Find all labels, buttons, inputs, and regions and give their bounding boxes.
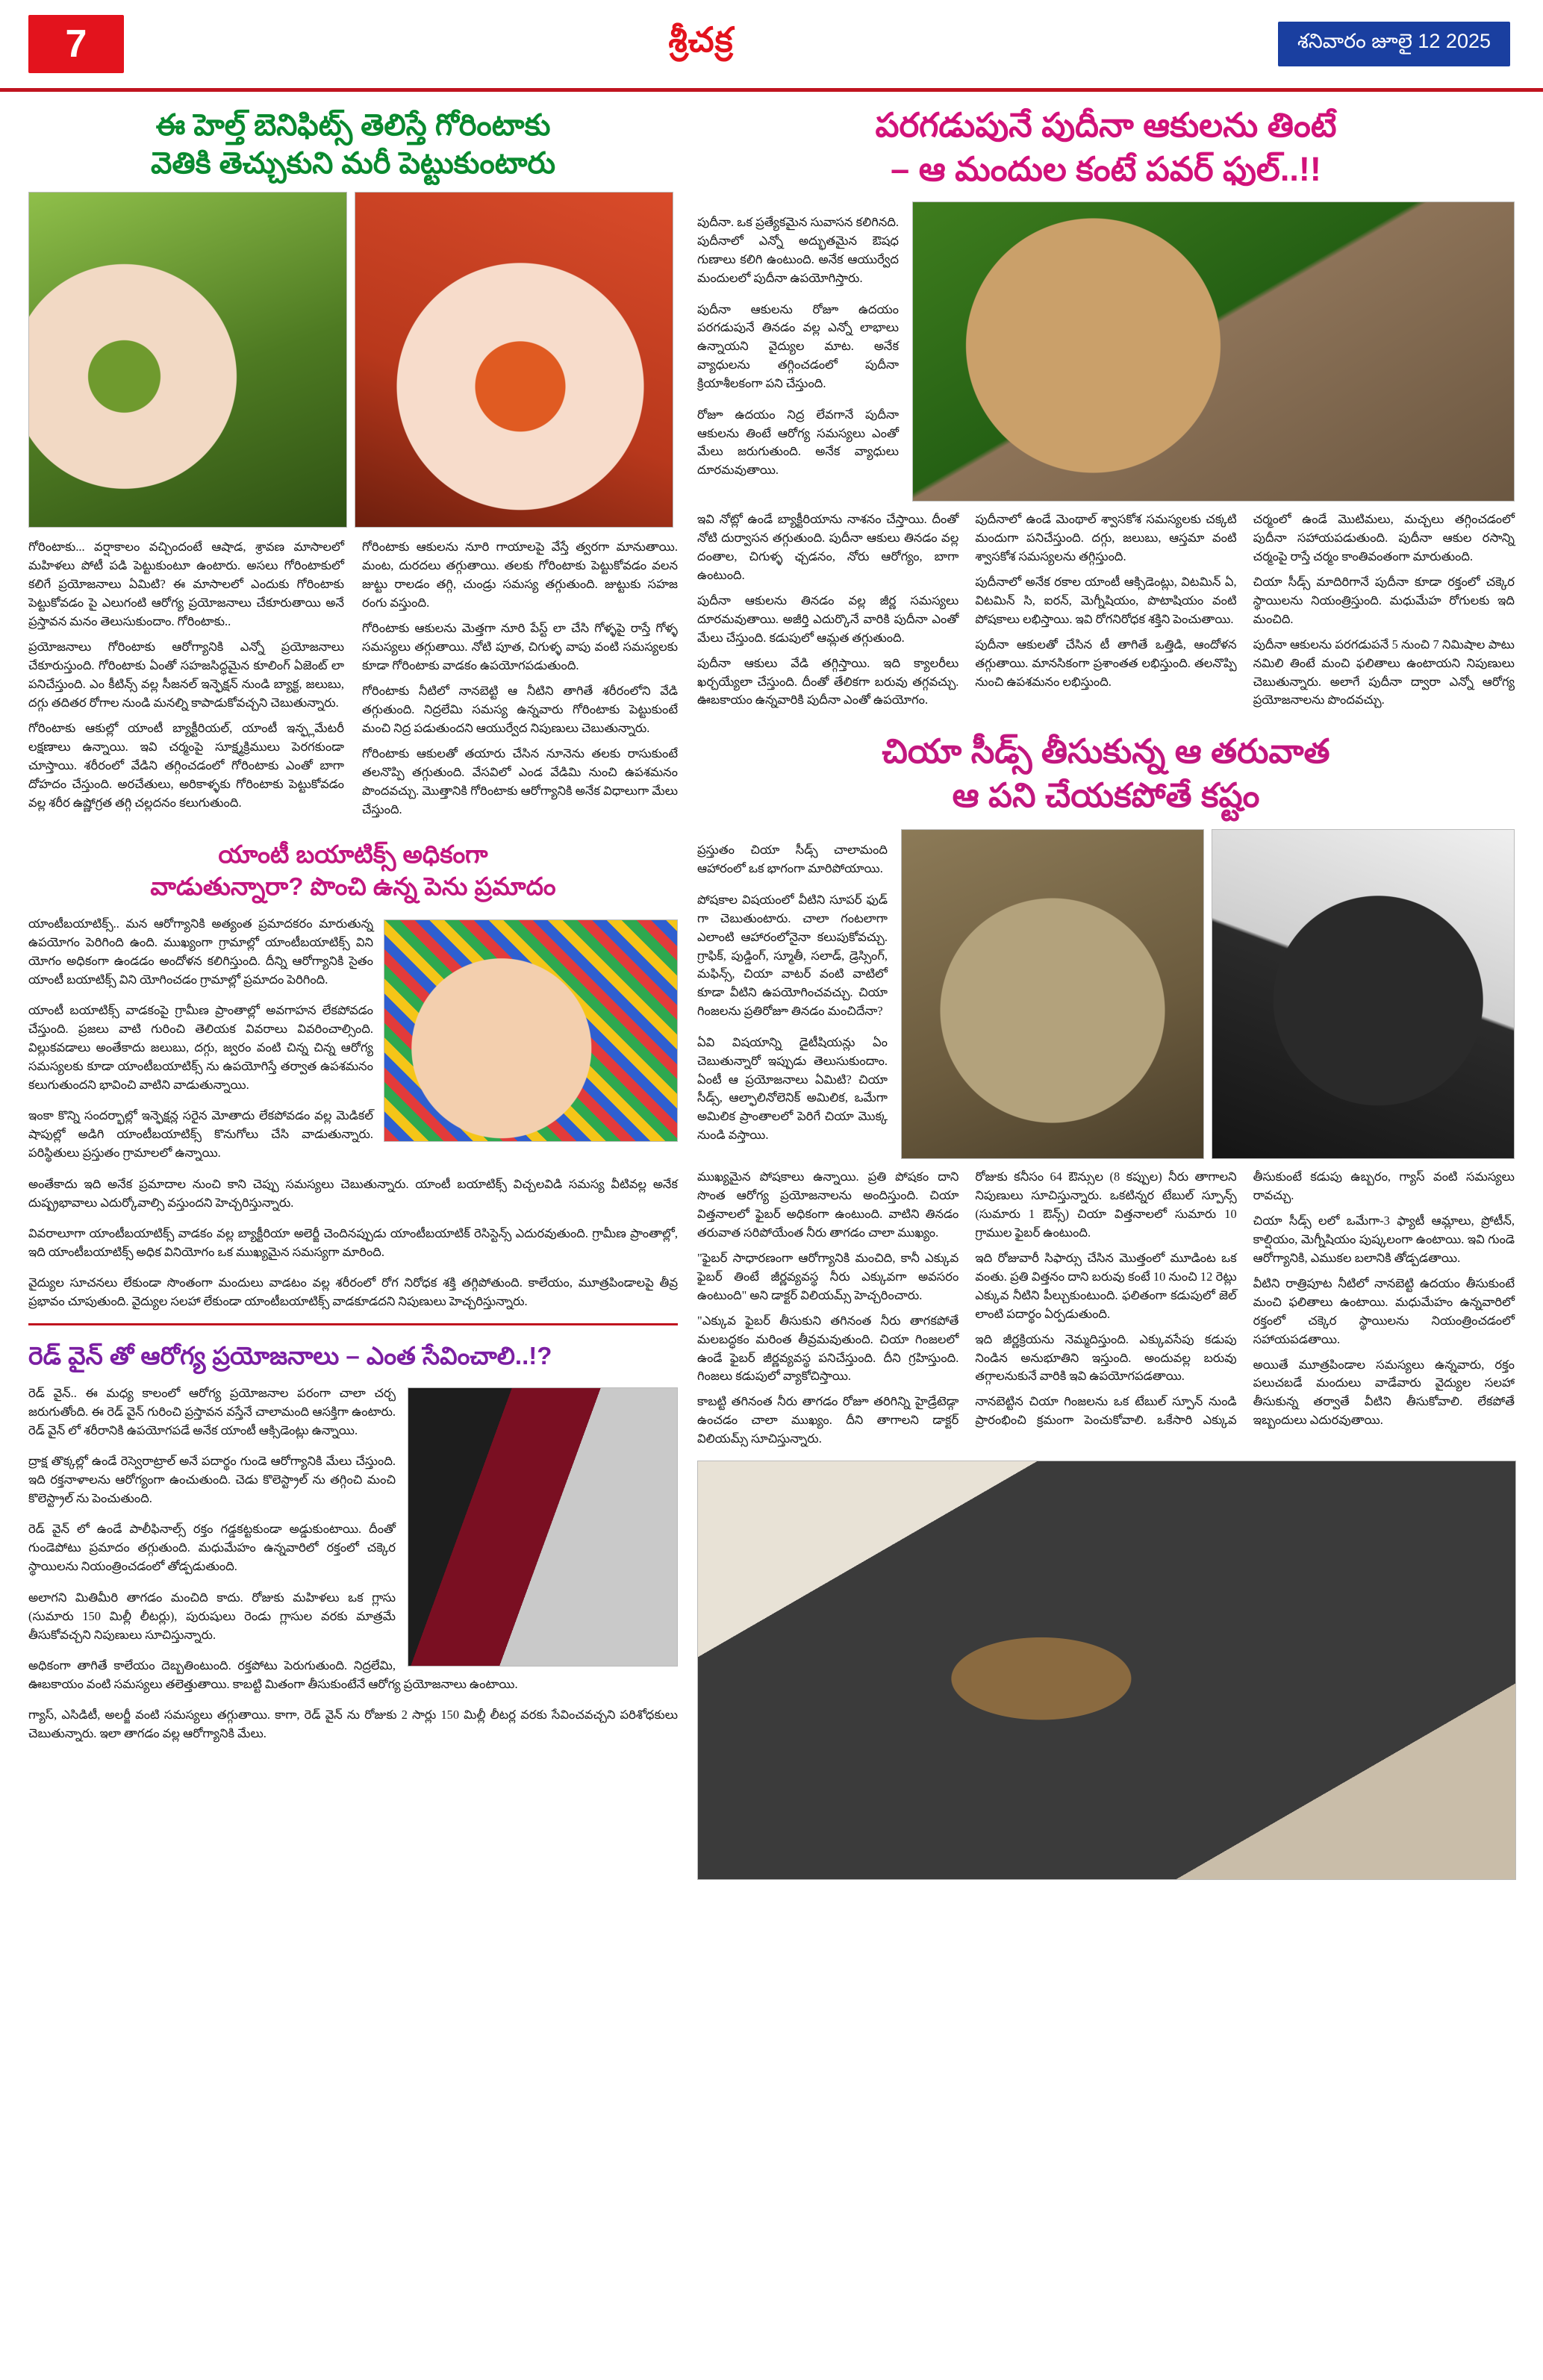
paragraph: ఇవి నోట్లో ఉండే బ్యాక్టీరియాను నాశనం చేస్తాయి. దీంతో నోటి దుర్వాసన తగ్గుతుంది. పుదీనా ఆకులు తినడం వల్ల దంతాల, చిగుళ్ళ ఛ్చడనం, నోరు ఆరోగ్యం, బాగా ఉంటుంది. xyxy=(697,512,959,582)
redwine-headline: రెడ్ వైన్ తో ఆరోగ్య ప్రయోజనాలు – ఎంత సేవించాలి..!? xyxy=(28,1342,552,1370)
paragraph: వివరాలూగా యాంటీబయాటిక్స్ వాడకం వల్ల బ్యాక్టీరియా అలెర్జీ చెందినప్పుడు యాంటీబయాటిక్ రెసిస్టెన్స్ ఎదురవుతుంది. గ్రామీణ ప్రాంతాల్లో, ఇది యాంటీబయాటిక్స్ అధిక వినియోగం ఒక ముఖ్యమైన సమస్యగా మారింది. xyxy=(28,1225,678,1259)
paragraph: ముఖ్యమైన పోషకాలు ఉన్నాయి. ప్రతి పోషకం దాని సొంత ఆరోగ్య ప్రయోజనాలను అందిస్తుంది. చియా విత్తనాలలో ఫైబర్ అధికంగా ఉంటుంది. వాటిని తినడం తరువాత సరిపోయేంత నీరు తాగడం చాలా ముఖ్యం. xyxy=(697,1169,959,1240)
issue-date: శనివారం జూలై 12 2025 xyxy=(1278,22,1510,66)
paragraph: గోరింటాకు ఆకులను మెత్తగా నూరి పేస్ట్ లా చేసి గోళ్ళపై రాస్తే గోళ్ళ సమస్యలు తగ్గుతాయి. నోటి పూత, చిగుళ్ళ వాపు వంటి సమస్యలకు కూడా గోరింటాకు వాడకం ఉపయోగపడుతుంది. xyxy=(362,621,678,672)
mehndi-headline-line2: వెతికి తెచ్చుకుని మరీ పెట్టుకుంటారు xyxy=(150,147,556,181)
chia-intro-text xyxy=(697,829,888,1159)
section-divider xyxy=(28,1323,678,1325)
mint-headline-line1: పరగడుపునే పుదీనా ఆకులను తింటే xyxy=(875,106,1337,144)
paragraph: పుదీనాలో ఉండే మెంథాల్ శ్వాసకోశ సమస్యలకు చక్కటి మందుగా పనిచేస్తుంది. దగ్గు, జలుబు, ఆస్తమా వంటి శ్వాసకోశ సమస్యలను తగ్గిస్తుంది. xyxy=(975,512,1237,563)
mehndi-green-hand-image xyxy=(28,192,347,528)
paragraph: గ్యాస్, ఎసిడిటీ, అలర్జీ వంటి సమస్యలు తగ్గుతాయి. కాగా, రెడ్ వైన్ ను రోజుకు 2 సార్లు 150 మిల్లీ లీటర్ల వరకు సేవించవచ్చని పరిశోధకులు చెబుతున్నారు. ఇలా తాగడం వల్ల ఆరోగ్యానికి మేలు. xyxy=(28,1708,678,1741)
paragraph: పుదీనా ఆకులను తినడం వల్ల జీర్ణ సమస్యలు దూరమవుతాయి. అజీర్తి ఎదుర్కొనే వారికి పుదీనా ఎంతో మేలు చేస్తుంది. కడుపులో ఆమ్లత తగ్గుతుంది. xyxy=(697,593,959,645)
page-content xyxy=(0,92,1543,1880)
paragraph: చర్మంలో ఉండే మొటిమలు, మచ్చలు తగ్గించడంలో పుదీనా సహాయపడుతుంది. పుదీనా ఆకుల రసాన్ని చర్మంపై రాస్తే చర్మం కాంతివంతంగా మారుతుంది. xyxy=(1253,512,1515,563)
chia-image-row xyxy=(901,829,1515,1159)
mint-intro-text xyxy=(697,202,899,502)
paragraph: కాబట్టి తగినంత నీరు తాగడం రోజూ తరిగిన్ని హైడ్రేటెడ్గా ఉంచడం చాలా ముఖ్యం. దీని తాగాలని డాక్టర్ విలియమ్స్ సూచిస్తున్నారు. xyxy=(697,1394,959,1446)
paragraph: యాంటీ బయాటిక్స్ వాడకంపై గ్రామీణ ప్రాంతాల్లో అవగాహన లేకపోవడం చేస్తుంది. ప్రజలు వాటి గురించి తెలియక వివరాలు వివరించాల్సింది. విల్లుకవడాలు అంతేకాదు జలుబు, దగ్గు, జ్వరం వంటి చిన్న చిన్న ఆరోగ్య సమస్యలకు కూడా యాంటీబయాటిక్స్ ను ఉపయోగిస్తే తర్వాత ఉపశమనం కలుగుతుందని భావించి వాటిని వాడుతున్నాయి. xyxy=(28,1003,373,1093)
right-column xyxy=(697,102,1515,1880)
paragraph: చియా సీడ్స్ మాదిరిగానే పుదీనా కూడా రక్తంలో చక్కెర స్థాయిలను నియంత్రిస్తుంది. మధుమేహ రోగులకు ఇది మంచిది. xyxy=(1253,574,1515,626)
mehndi-headline xyxy=(28,107,678,183)
paragraph: ప్రస్తుతం చియా సీడ్స్ చాలామంది ఆహారంలో ఒక భాగంగా మారిపోయాయి. xyxy=(697,843,888,876)
paragraph: రోజూ ఉదయం నిద్ర లేవగానే పుదీనా ఆకులను తింటే ఆరోగ్య సమస్యలు ఎంతో మేలు జరుగుతుంది. అనేక వ్యాధులు దూరమవుతాయి. xyxy=(697,407,899,478)
mehndi-red-hand-image xyxy=(355,192,673,528)
mehndi-article-body xyxy=(28,538,678,822)
antibiotics-headline-line2: వాడుతున్నారా? పొంచి ఉన్న పెను ప్రమాదం xyxy=(150,872,556,900)
mint-top-row xyxy=(697,202,1515,502)
paragraph: రెడ్ వైన్.. ఈ మధ్య కాలంలో ఆరోగ్య ప్రయోజనాల పరంగా చాలా చర్చ జరుగుతోంది. ఈ రెడ్ వైన్ గురించి ప్రస్తావన వస్తేనే చాలామంది ఆసక్తిగా ఉంటారు. రెడ్ వైన్ లో శరీరానికి ఉపయోగపడే అనేక యాంటీ ఆక్సిడెంట్లు ఉన్నాయి. xyxy=(28,1386,396,1437)
mint-leaves-bowl-image xyxy=(912,202,1515,502)
chia-seeds-wooden-spoon-image xyxy=(697,1461,1516,1880)
mint-headline-line2: – ఆ మందుల కంటే పవర్ ఫుల్..!! xyxy=(891,149,1321,188)
paragraph: గోరింటాకు... వర్షాకాలం వచ్చిందంటే ఆషాడ, శ్రావణ మాసాలలో మహిళలు పోటీ పడి పెట్టుకుంటూ ఉంటారు. అసలు గోరింటాకులో కలిగే ప్రయోజనాలు ఏమిటి? ఈ మాసాలలో ఎందుకు గోరింటాకు పెట్టుకోవడం పై ఎలుగంటి ఆరోగ్య ప్రయోజనాలు చేకూరుతాయి అనే ప్రస్తావన మనం తెలుసుకుందాం. గోరింటాకు.. xyxy=(28,540,344,629)
page-number-badge: 7 xyxy=(28,15,124,73)
paragraph: ఇది జీర్ణక్రియను నెమ్మదిస్తుంది. ఎక్కువసేపు కడుపు నిండిన అనుభూతిని ఇస్తుంది. అందువల్ల బరువు తగ్గాలనుకునే వారికి ఇవి ఉపయోగపడతాయి. xyxy=(975,1331,1237,1384)
paragraph: గోరింటాకు ఆకులను నూరి గాయాలపై వేస్తే త్వరగా మానుతాయి. మంట, దురదలు తగ్గుతాయి. తలకు గోరింటాకు పెట్టుకోవడం వలన జుట్టు రాలడం తగ్గి, చుండ్రు సమస్య తగ్గుతుంది. జుట్టుకు సహజ రంగు వస్తుంది. xyxy=(362,540,678,610)
paragraph: ప్రయోజనాలు గోరింటాకు ఆరోగ్యానికి ఎన్నో ప్రయోజనాలు చేకూరుస్తుంది. గోరింటాకు ఏంతో సహజసిద్ధమైన కూలింగ్ ఏజెంట్ లా పనిచేస్తుంది. ఎం కీటిన్స్ వల్ల సీజనల్ ఇన్ఫెక్షన్ నుండి బ్యాక్ట, జలుబు, దగ్గు తదితర రోగాల నుండి మనల్ని కాపాడుకోవచ్చని చెబుతున్నారు. xyxy=(28,640,344,710)
paragraph: ఇది రోజువారీ సిఫార్సు చేసిన మొత్తంలో మూడింట ఒక వంతు. ప్రతి విత్తనం దాని బరువు కంటే 10 నుంచి 12 రెట్లు ఎక్కువ నీటిని పీల్చుకుంటుంది. ఫలితంగా కడుపులో జెల్ లాంటి పదార్థం ఏర్పడుతుంది. xyxy=(975,1250,1237,1321)
paragraph: గోరింటాకు ఆకులతో తయారు చేసిన నూనెను తలకు రాసుకుంటే తలనొప్పి తగ్గుతుంది. వేసవిలో ఎండ వేడిమి నుంచి ఉపశమనం పొందవచ్చు. మొత్తానికి గోరింటాకు ఆరోగ్యానికి అనేక విధాలుగా మేలు చేస్తుంది. xyxy=(362,746,678,816)
paragraph: పుదీనాలో అనేక రకాల యాంటీ ఆక్సిడెంట్లు, విటమిన్ ఏ, విటమిన్ సి, ఐరన్, మెగ్నీషియం, పొటాషియం వంటి పోషకాలు లభిస్తాయి. ఇవి రోగనిరోధక శక్తిని పెంచుతాయి. xyxy=(975,574,1237,626)
mint-headline xyxy=(697,104,1515,191)
paragraph: గోరింటాకు నీటిలో నానబెట్టి ఆ నీటిని తాగితే శరీరంలోని వేడి తగ్గుతుంది. నిద్రలేమి సమస్య ఉన్నవారు గోరింటాకు పెట్టుకుంటే మంచి నిద్ర పడుతుందని ఆయుర్వేద నిపుణులు చెబుతున్నారు. xyxy=(362,683,678,735)
paragraph: పుదీనా ఆకులను పరగడుపనే 5 నుంచి 7 నిమిషాల పాటు నమిలి తింటే మంచి ఫలితాలు ఉంటాయని నిపుణులు చెబుతున్నారు. అలాగే పుదీనా ద్వారా ఎన్నో ఆరోగ్య ప్రయోజనాలను పొందవచ్చు. xyxy=(1253,637,1515,708)
paragraph: అయితే మూత్రపిండాల సమస్యలు ఉన్నవారు, రక్తం పలుచబడే మందులు వాడేవారు వైద్యుల సలహా తీసుకున్న తర్వాతే వీటిని తీసుకోవాలి. లేకపోతే ఇబ్బందులు ఎదురవుతాయి. xyxy=(1253,1357,1515,1428)
paragraph: యాంటీబయాటిక్స్.. మన ఆరోగ్యానికి అత్యంత ప్రమాదకరం మారుతున్న ఉపయోగం పెరిగింది ఉంది. ముఖ్యంగా గ్రామాల్లో యాంటీబయాటిక్స్ విని యోగం అధికంగా ఉండడం అందోళన కలిగిస్తుంది. దీన్ని ఆరోగ్యానికి సైతం యాంటీ బయాటిక్స్ విని యోగించడం గ్రామాల్లో ప్రమాదం పెరిగింది. xyxy=(28,916,373,987)
paragraph: రోజుకు కనీసం 64 ఔన్సుల (8 కప్పుల) నీరు తాగాలని నిపుణులు సూచిస్తున్నారు. ఒకటిన్నర టేబుల్ స్పూన్స్ (సుమారు 1 ఔన్స్) చియా విత్తనాలలో సుమారు 10 గ్రాముల ఫైబర్ ఉంటుంది. xyxy=(975,1169,1237,1240)
pills-in-hand-image xyxy=(384,919,678,1142)
logo-text: శ్రీచక్ర xyxy=(668,20,734,59)
paragraph: పుదీనా ఆకులతో చేసిన టీ తాగితే ఒత్తిడి, ఆందోళన తగ్గుతాయి. మానసికంగా ప్రశాంతత లభిస్తుంది. తలనొప్పి నుంచి ఉపశమనం లభిస్తుంది. xyxy=(975,637,1237,689)
paragraph: చియా సీడ్స్ లలో ఒమేగా-3 ఫ్యాటీ ఆమ్లాలు, ప్రోటీన్, కాల్షియం, మెగ్నీషియం పుష్కలంగా ఉంటాయి. ఇవి గుండె ఆరోగ్యానికి, ఎముకల బలానికి తోడ్పడతాయి. xyxy=(1253,1213,1515,1265)
paragraph: అంతేకాదు ఇది అనేక ప్రమాదాల నుంచి కాని చెప్పు సమస్యలు చెబుతున్నారు. యాంటీ బయాటిక్స్ విచ్చలవిడి సమస్య వీటివల్ల అనేక దుష్ప్రభావాలు ఎదుర్కోవాల్సి వస్తుందని హెచ్చరిస్తున్నారు. xyxy=(28,1176,678,1210)
paragraph: "ఎక్కువ ఫైబర్ తీసుకుని తగినంత నీరు తాగకపోతే మలబద్ధకం మరింత తీవ్రమవుతుంది. చియా గింజలలో ఉండే ఫైబర్ జీర్ణవ్యవస్థ పనిచేస్తుంది. దీని గ్రహిస్తుంది. గింజలు కడుపులో వ్యాకోచిస్తాయి. xyxy=(697,1313,959,1384)
redwine-article-body xyxy=(28,1384,678,1743)
chia-article-body xyxy=(697,1168,1515,1449)
paragraph: నానబెట్టిన చియా గింజలను ఒక టేబుల్ స్పూన్ నుండి ప్రారంభించి క్రమంగా పెంచుకోవాలి. ఒకేసారి ఎక్కువ తీసుకుంటే కడుపు ఉబ్బరం, గ్యాస్ వంటి సమస్యలు రావచ్చు. xyxy=(975,1169,1515,1428)
left-column xyxy=(28,102,678,1880)
paragraph: ఇంకా కొన్ని సందర్భాల్లో ఇన్ఫెక్షన్ల సరైన మోతాదు లేకపోవడం వల్ల మెడికల్ షాపుల్లో అడిగి యాంటీబయాటిక్స్ కొనుగోలు చేసి వాడుతున్నారు. పరిస్థితులు ప్రస్తుతం గ్రామాలలో ఉన్నాయి. xyxy=(28,1108,373,1161)
paragraph: పుదీనా ఆకులను రోజూ ఉదయం పరగడుపునే తినడం వల్ల ఎన్నో లాభాలు ఉన్నాయని వైద్యుల మాట. అనేక వ్యాధులను తగ్గించడంలో పుదీనా క్రియాశీలకంగా పని చేస్తుంది. xyxy=(697,302,899,391)
antibiotics-article-body xyxy=(28,915,678,1311)
chia-headline-line1: చియా సీడ్స్ తీసుకున్న ఆ తరువాత xyxy=(882,732,1330,771)
chia-seeds-black-spoon-image xyxy=(1212,829,1515,1159)
paragraph: అధికంగా తాగితే కాలేయం దెబ్బతింటుంది. రక్తపోటు పెరుగుతుంది. నిద్రలేమి, ఊబకాయం వంటి సమస్యలు తలెత్తుతాయి. కాబట్టి మితంగా తీసుకుంటేనే ఆరోగ్య ప్రయోజనాలు ఉంటాయి. xyxy=(28,1658,518,1691)
antibiotics-headline-line1: యాంటీ బయాటిక్స్ అధికంగా xyxy=(218,840,488,868)
red-wine-pour-image xyxy=(408,1387,678,1667)
mint-article-body xyxy=(697,510,1515,710)
antibiotics-headline xyxy=(28,839,678,903)
paragraph: ఏవి విషయాన్ని డైటీషియన్లు ఏం చెబుతున్నారో ఇప్పుడు తెలుసుకుందాం. ఏంటీ ఆ ప్రయోజనాలు ఏమిటి? చియా సీడ్స్, ఆల్ఫాలినోలెనిక్ అమిలిక, ఒమేగా అమిలిక ప్రాంతాలలో పెరిగే చియా మొక్క నుండి వస్తాయి. xyxy=(697,1034,888,1143)
paragraph: "ఫైబర్ సాధారణంగా ఆరోగ్యానికి మంచిది, కానీ ఎక్కువ ఫైబర్ తింటే జీర్ణవ్యవస్థ నీరు ఎక్కువగా అవసరం ఉంటుంది" అని డాక్టర్ విలియమ్స్ హెచ్చరించారు. xyxy=(697,1250,959,1302)
mehndi-headline-line1: ఈ హెల్త్ బెనిఫిట్స్ తెలిస్తే గోరింటాకు xyxy=(155,109,551,142)
paragraph: అలాగని మితిమీరి తాగడం మంచిది కాదు. రోజుకు మహిళలు ఒక గ్లాసు (సుమారు 150 మిల్లీ లీటర్లు), పురుషులు రెండు గ్లాసుల వరకు మాత్రమే తీసుకోవచ్చని నిపుణులు సూచిస్తున్నారు. xyxy=(28,1590,396,1642)
paragraph: పుదీనా. ఒక ప్రత్యేకమైన సువాసన కలిగినది. పుదీనాలో ఎన్నో అద్భుతమైన ఔషధ గుణాలు కలిగి ఉంటుంది. అనేక ఆయుర్వేద మందులలో పుదీనా ఉపయోగిస్తారు. xyxy=(697,215,899,286)
paragraph: పుదీనా ఆకులు వేడి తగ్గిస్తాయి. ఇది క్యాలరీలు ఖర్చయ్యేలా చేస్తుంది. దీంతో తేలికగా బరువు తగ్గవచ్చు. ఊబకాయం ఉన్నవారికి పుదీనా ఎంతో ఉపయోగం. xyxy=(697,655,959,708)
paragraph: వీటిని రాత్రిపూట నీటిలో నానబెట్టి ఉదయం తీసుకుంటే మంచి ఫలితాలు ఉంటాయి. మధుమేహం ఉన్నవారిలో రక్తంలో చక్కెర స్థాయిలను నియంత్రించడంలో సహాయపడతాయి. xyxy=(1253,1275,1515,1346)
paragraph: పోషకాల విషయంలో వీటిని సూపర్ ఫుడ్ గా చెబుతుంటారు. చాలా గంటలాగా ఎలాంటి ఆహారంలోనైనా కలుపుకోవచ్చు. గ్రాఫిక్, పుడ్డింగ్, స్మూతీ, సలాడ్, డ్రెస్సింగ్, మఫిన్స్, చియా వాటర్ వంటి వాటిలో కూడా వీటిని ఉపయోగించవచ్చు. చియా గింజలను ప్రతిరోజూ తినడం మంచిదేనా? xyxy=(697,892,888,1019)
mehndi-image-row xyxy=(28,192,678,528)
chia-headline xyxy=(697,730,1515,817)
chia-top-row xyxy=(697,829,1515,1159)
masthead xyxy=(0,0,1543,92)
paragraph: వైద్యుల సూచనలు లేకుండా సొంతంగా మందులు వాడటం వల్ల శరీరంలో రోగ నిరోధక శక్తి తగ్గిపోతుంది. కాలేయం, మూత్రపిండాలపై తీవ్ర ప్రభావం చూపుతుంది. వైద్యుల సలహా లేకుండా యాంటీబయాటిక్స్ వాడకూడదని నిపుణులు హెచ్చరిస్తున్నారు. xyxy=(28,1275,678,1309)
paragraph: గోరింటాకు ఆకుల్లో యాంటీ బ్యాక్టీరియల్, యాంటీ ఇన్ఫ్లమేటరీ లక్షణాలు ఉన్నాయి. ఇవి చర్మంపై సూక్ష్మక్రిములు పెరగకుండా చూస్తాయి. శరీరంలో వేడిని తగ్గించడంలో గోరింటాకు ఎంతో బాగా దోహదం చేస్తుంది. అరచేతులు, అరికాళ్ళకు గోరింటాకు పెట్టుకోవడం వల్ల శరీర ఉష్ణోగ్రత తగ్గి చల్లదనం కలుగుతుంది. xyxy=(28,720,344,810)
chia-seeds-white-bowl-image xyxy=(901,829,1204,1159)
chia-headline-line2: ఆ పని చేయకపోతే కష్టం xyxy=(952,775,1260,814)
paragraph: ద్రాక్ష తొక్కల్లో ఉండే రెస్వెరాట్రాల్ అనే పదార్థం గుండె ఆరోగ్యానికి మేలు చేస్తుంది. ఇది రక్తనాళాలను ఆరోగ్యంగా ఉంచుతుంది. చెడు కొలెస్ట్రాల్ ను తగ్గించి మంచి కొలెస్ట్రాల్ ను పెంచుతుంది. xyxy=(28,1454,396,1506)
paragraph: రెడ్ వైన్ లో ఉండే పాలీఫినాల్స్ రక్తం గడ్డకట్టకుండా అడ్డుకుంటాయి. దీంతో గుండెపోటు ప్రమాదం తగ్గుతుంది. మధుమేహం ఉన్నవారిలో రక్తంలో చక్కెర స్థాయిలను నియంత్రించడంలో తోడ్పడుతుంది. xyxy=(28,1522,396,1574)
publication-logo xyxy=(124,19,1278,69)
